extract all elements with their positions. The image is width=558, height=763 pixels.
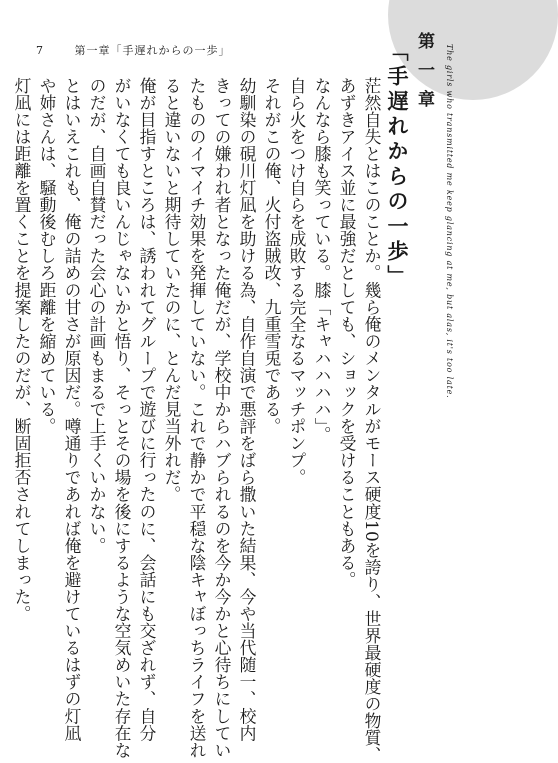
text-line: たもののイマイチ効果を発揮していない。これで静かで平穏な陰キャぼっちライフを送れ [187, 77, 207, 759]
text-line: のだが、自画自賛だった会心の計画もまるで上手くいかない。 [87, 77, 107, 555]
chapter-number: 第 一 章 [414, 32, 434, 110]
text-line: とはいえこれも、俺の詰めの甘さが原因だ。噂通りであれば俺を避けているはずの灯凪 [62, 77, 82, 742]
text-line: それがこの俺、火付盗賊改、九重雪兎である。 [262, 77, 282, 435]
body-text [12, 77, 384, 763]
chapter-title [385, 32, 437, 302]
text-line: 茫然自失とはこのことか。幾ら俺のメンタルがモース硬度10を誇り、世界最硬度の物質、 [362, 77, 382, 763]
text-line: 自ら火をつけ自らを成敗する完全なるマッチポンプ。 [287, 77, 307, 486]
text-line: や姉さんは、騒動後むしろ距離を縮めている。 [37, 77, 57, 435]
text-line: 灯凪には距離を置くことを提案したのだが、断固拒否されてしまった。 [12, 77, 32, 623]
english-series-header: The girls who transmitted me keep glancing at me, but alas, it's too late. [445, 44, 454, 399]
page-number: 7 [36, 44, 44, 57]
chapter-name: 「手遅れからの一歩」 [385, 40, 409, 290]
running-header [36, 42, 231, 58]
text-line: ると違いないと期待していたのに、とんだ見当外れだ。 [162, 77, 182, 503]
text-line: 幼馴染の硯川灯凪を助ける為、自作自演で悪評をばら撒いた結果、今や当代随一、校内 [237, 77, 257, 742]
text-line: あずきアイス並に最強だとしても、ショックを受けることもある。 [337, 77, 357, 589]
text-line: 俺が目指すところは、誘われてグループで遊びに行ったのに、会話にも交ざれず、自分 [137, 77, 157, 742]
text-line: なんなら膝も笑っている。膝「キャハハハハ」。 [312, 77, 332, 444]
running-chapter-label: 第一章「手遅れからの一歩」 [74, 44, 231, 57]
text-line: きっての嫌われ者となった俺だが、学校中からハブられるのを今か今かと心待ちにしてい [212, 77, 232, 759]
text-line: がいなくても良いんじゃないかと悟り、そっとその場を後にするような空気めいた存在な [112, 77, 132, 759]
